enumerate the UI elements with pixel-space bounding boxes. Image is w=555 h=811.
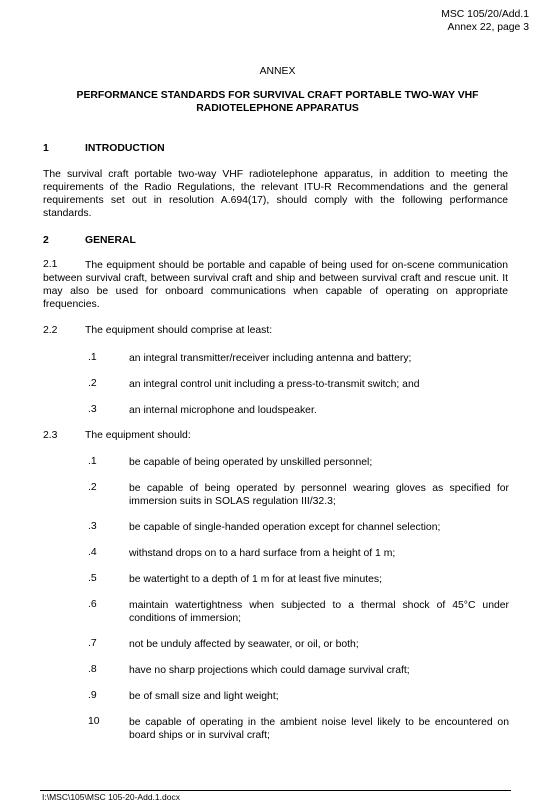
list-item: an integral transmitter/receiver including antenna and battery; xyxy=(129,353,412,364)
list-item-number: .1 xyxy=(88,352,97,363)
list-item: be capable of being operated by personnel wearing gloves as specified for immersion suits in SOLAS regulation III/32.3; xyxy=(129,483,509,507)
section-title: GENERAL xyxy=(85,235,136,246)
section-number: 2 xyxy=(43,235,49,246)
list-item-number: .2 xyxy=(88,378,97,389)
list-item-number: .7 xyxy=(88,638,97,649)
list-item: not be unduly affected by seawater, or oil, or both; xyxy=(129,639,359,650)
document-title: PERFORMANCE STANDARDS FOR SURVIVAL CRAFT PORTABLE TWO-WAY VHF RADIOTELEPHONE APPARATUS xyxy=(76,90,479,114)
list-item-number: .6 xyxy=(88,599,97,610)
list-item-number: .9 xyxy=(88,690,97,701)
annex-label: ANNEX xyxy=(259,66,296,77)
list-item-number: 10 xyxy=(88,716,100,727)
section-title: INTRODUCTION xyxy=(85,143,165,154)
list-item-number: .4 xyxy=(88,547,97,558)
paragraph-2-2-lead: The equipment should comprise at least: xyxy=(85,325,273,336)
paragraph-2-3-lead: The equipment should: xyxy=(85,430,191,441)
list-item-number: .5 xyxy=(88,573,97,584)
list-item: be capable of being operated by unskilled personnel; xyxy=(129,457,373,468)
document-number: MSC 105/20/Add.1 xyxy=(441,9,529,20)
paragraph-number-2-1: 2.1 xyxy=(43,259,58,270)
paragraph-2-1: The equipment should be portable and capable of being used for on-scene communication between survival craft, between survival craft and ship and between survival craft and rescue unit. It may also be used for onboard communications when capable of operating on appropriate frequencies. xyxy=(43,260,508,310)
list-item: be capable of single-handed operation except for channel selection; xyxy=(129,522,441,533)
paragraph-number-2-2: 2.2 xyxy=(43,325,58,336)
list-item-number: .3 xyxy=(88,404,97,415)
list-item: withstand drops on to a hard surface from a height of 1 m; xyxy=(129,548,396,559)
introduction-paragraph: The survival craft portable two-way VHF radiotelephone apparatus, in addition to meeting the requirements of the Radio Regulations, the relevant ITU-R Recommendations and the general requirements set out in resolution A.694(17), should comply with the following performance standards. xyxy=(43,169,508,219)
section-number: 1 xyxy=(43,143,49,154)
list-item-number: .2 xyxy=(88,482,97,493)
page-header xyxy=(441,8,529,34)
list-item-number: .1 xyxy=(88,456,97,467)
footer-file-path: I:\MSC\105\MSC 105-20-Add.1.docx xyxy=(42,792,180,802)
footer-divider xyxy=(40,790,511,791)
paragraph-number-2-3: 2.3 xyxy=(43,430,58,441)
list-item-number: .8 xyxy=(88,664,97,675)
list-item: be watertight to a depth of 1 m for at least five minutes; xyxy=(129,574,382,585)
list-item: maintain watertightness when subjected to a thermal shock of 45°C under conditions of immersion; xyxy=(129,600,509,624)
list-item: have no sharp projections which could damage survival craft; xyxy=(129,665,410,676)
list-item: be capable of operating in the ambient noise level likely to be encountered on board ships or in survival craft; xyxy=(129,717,509,741)
list-item: an integral control unit including a press-to-transmit switch; and xyxy=(129,379,420,390)
list-item: an internal microphone and loudspeaker. xyxy=(129,405,317,416)
list-item: be of small size and light weight; xyxy=(129,691,279,702)
page-reference: Annex 22, page 3 xyxy=(447,22,529,33)
list-item-number: .3 xyxy=(88,521,97,532)
